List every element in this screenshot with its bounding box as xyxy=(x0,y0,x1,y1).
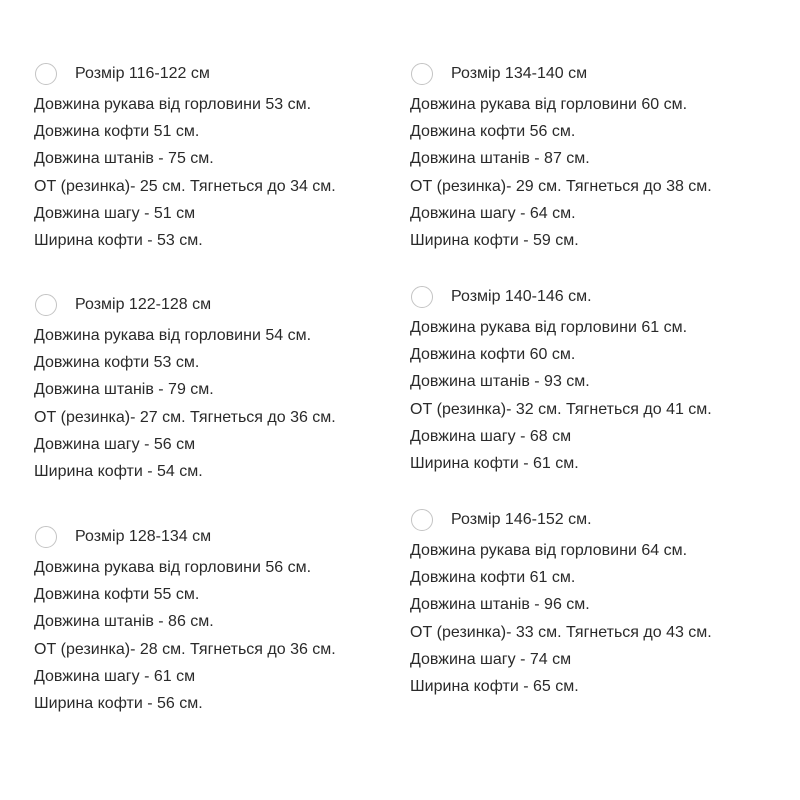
size-option-146-152 xyxy=(410,507,782,700)
size-option-title: Розмір 134-140 см xyxy=(451,65,588,82)
measurement-pants-length: Довжина штанів - 86 см. xyxy=(34,613,214,631)
measurement-pants-length: Довжина штанів - 79 см. xyxy=(34,381,214,399)
measurement-waist: ОТ (резинка)- 32 см. Тягнеться до 41 см. xyxy=(410,400,712,418)
measurement-pants-length: Довжина штанів - 75 см. xyxy=(34,150,214,168)
size-option-title: Розмір 146-152 см. xyxy=(451,511,592,528)
radio-button[interactable] xyxy=(35,526,57,548)
size-option-header[interactable] xyxy=(34,61,406,87)
measurement-inseam: Довжина шагу - 51 см xyxy=(34,204,196,222)
size-option-title: Розмір 128-134 см xyxy=(75,528,212,545)
radio-button[interactable] xyxy=(35,294,57,316)
measurement-top-length: Довжина кофти 55 см. xyxy=(34,586,200,604)
measurement-sleeve-length: Довжина рукава від горловини 61 см. xyxy=(410,319,688,336)
size-measurements-list xyxy=(34,91,406,254)
radio-button[interactable] xyxy=(411,63,433,85)
size-option-header[interactable] xyxy=(410,61,782,87)
measurement-top-width: Ширина кофти - 65 см. xyxy=(410,678,579,696)
measurement-inseam: Довжина шагу - 61 см xyxy=(34,667,196,685)
measurement-top-width: Ширина кофти - 61 см. xyxy=(410,455,579,473)
measurement-top-length: Довжина кофти 53 см. xyxy=(34,354,200,372)
size-measurements-list xyxy=(410,537,782,700)
size-measurements-list xyxy=(34,322,406,485)
measurement-sleeve-length: Довжина рукава від горловини 53 см. xyxy=(34,96,312,113)
measurement-inseam: Довжина шагу - 56 см xyxy=(34,435,196,453)
measurement-sleeve-length: Довжина рукава від горловини 60 см. xyxy=(410,96,688,113)
measurement-sleeve-length: Довжина рукава від горловини 56 см. xyxy=(34,559,312,576)
size-option-116-122 xyxy=(34,61,406,254)
measurement-pants-length: Довжина штанів - 93 см. xyxy=(410,373,590,391)
radio-button[interactable] xyxy=(35,63,57,85)
measurement-top-length: Довжина кофти 60 см. xyxy=(410,346,576,364)
measurement-waist: ОТ (резинка)- 29 см. Тягнеться до 38 см. xyxy=(410,177,712,195)
radio-button[interactable] xyxy=(411,286,433,308)
size-option-128-134 xyxy=(34,524,406,717)
measurement-sleeve-length: Довжина рукава від горловини 54 см. xyxy=(34,327,312,344)
size-option-title: Розмір 122-128 см xyxy=(75,296,212,313)
measurement-waist: ОТ (резинка)- 28 см. Тягнеться до 36 см. xyxy=(34,640,336,658)
measurement-inseam: Довжина шагу - 74 см xyxy=(410,650,572,668)
measurement-top-length: Довжина кофти 61 см. xyxy=(410,569,576,587)
measurement-sleeve-length: Довжина рукава від горловини 64 см. xyxy=(410,542,688,559)
size-option-title: Розмір 140-146 см. xyxy=(451,288,592,305)
measurement-top-width: Ширина кофти - 53 см. xyxy=(34,232,203,250)
size-measurements-list xyxy=(34,554,406,717)
size-option-header[interactable] xyxy=(34,292,406,318)
size-option-header[interactable] xyxy=(410,507,782,533)
size-option-134-140 xyxy=(410,61,782,254)
size-measurements-list xyxy=(410,91,782,254)
measurement-top-width: Ширина кофти - 54 см. xyxy=(34,463,203,481)
measurement-pants-length: Довжина штанів - 96 см. xyxy=(410,596,590,614)
size-option-140-146 xyxy=(410,284,782,477)
measurement-inseam: Довжина шагу - 68 см xyxy=(410,427,572,445)
size-option-header[interactable] xyxy=(34,524,406,550)
size-measurements-list xyxy=(410,314,782,477)
size-option-title: Розмір 116-122 см xyxy=(75,65,210,82)
measurement-waist: ОТ (резинка)- 33 см. Тягнеться до 43 см. xyxy=(410,623,712,641)
measurement-top-length: Довжина кофти 51 см. xyxy=(34,123,200,141)
measurement-pants-length: Довжина штанів - 87 см. xyxy=(410,150,590,168)
size-option-header[interactable] xyxy=(410,284,782,310)
measurement-waist: ОТ (резинка)- 27 см. Тягнеться до 36 см. xyxy=(34,408,336,426)
measurement-top-length: Довжина кофти 56 см. xyxy=(410,123,576,141)
measurement-inseam: Довжина шагу - 64 см. xyxy=(410,204,576,222)
radio-button[interactable] xyxy=(411,509,433,531)
measurement-waist: ОТ (резинка)- 25 см. Тягнеться до 34 см. xyxy=(34,177,336,195)
measurement-top-width: Ширина кофти - 59 см. xyxy=(410,232,579,250)
measurement-top-width: Ширина кофти - 56 см. xyxy=(34,695,203,713)
size-option-122-128 xyxy=(34,292,406,485)
